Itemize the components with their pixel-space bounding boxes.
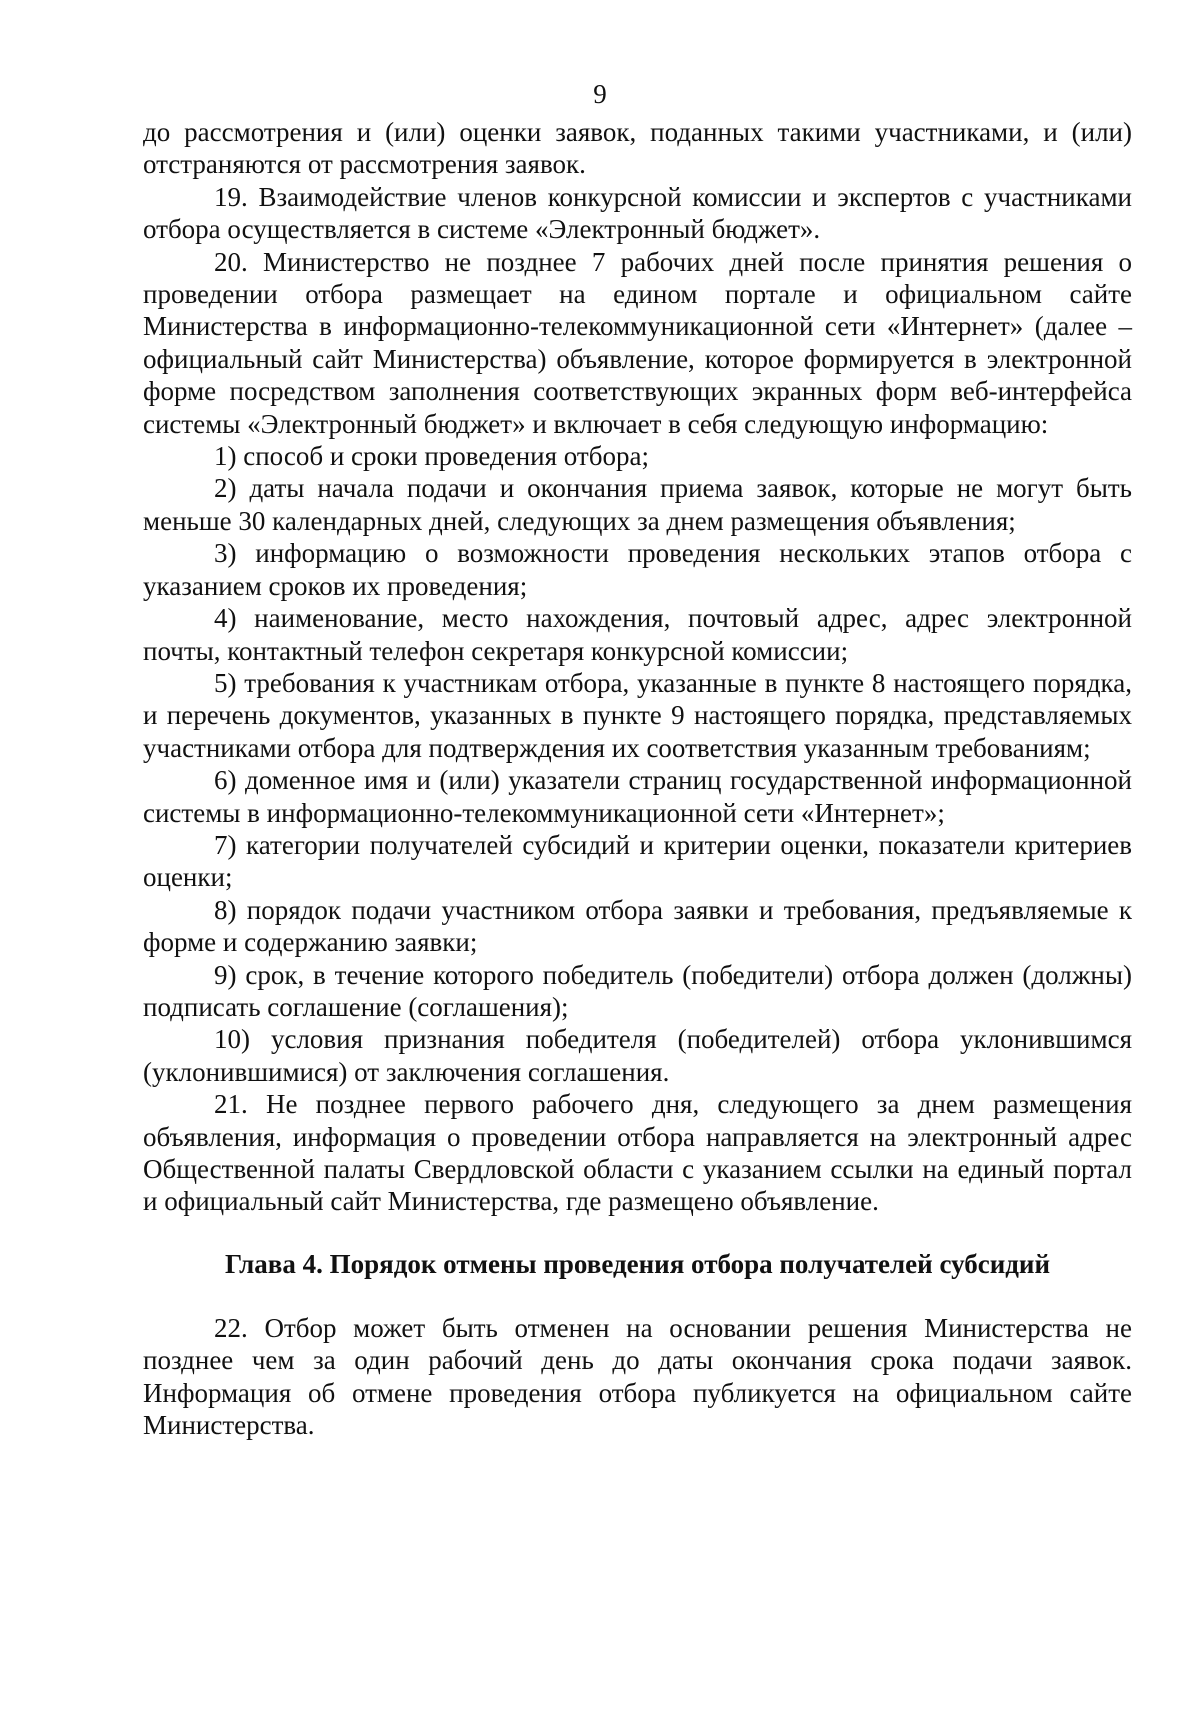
list-item-10: 10) условия признания победителя (победителей) отбора уклонившимся (уклонившимися) от заключения соглашения. [143,1024,1132,1087]
list-item-6: 6) доменное имя и (или) указатели страниц государственной информационной системы в информационно-телекоммуникационной сети «Интернет»; [143,765,1132,828]
list-item-8: 8) порядок подачи участником отбора заявки и требования, предъявляемые к форме и содержанию заявки; [143,894,1132,958]
paragraph-22: 22. Отбор может быть отменен на основании решения Министерства не позднее чем за один рабочий день до даты окончания срока подачи заявок. Информация об отмене проведения отбора публикуется на официальном сайте Министерства. [143,1312,1132,1441]
list-item-1: 1) способ и сроки проведения отбора; [214,441,649,472]
page-number: 9 [593,79,607,109]
list-item-2: 2) даты начала подачи и окончания приема заявок, которые не могут быть меньше 30 календарных дней, следующих за днем размещения объявления; [143,473,1132,536]
document-body [143,116,1132,1441]
list-item-9: 9) срок, в течение которого победитель (победители) отбора должен (должны) подписать соглашение (соглашения); [143,959,1132,1022]
chapter-heading: Глава 4. Порядок отмены проведения отбора получателей субсидий [224,1248,1051,1279]
paragraph-21: 21. Не позднее первого рабочего дня, следующего за днем размещения объявления, информация о проведении отбора направляется на электронный адрес Общественной палаты Свердловской области с указанием ссылки на единый портал и официальный сайт Министерства, где размещено объявление. [143,1089,1132,1217]
list-item-3: 3) информацию о возможности проведения нескольких этапов отбора с указанием сроков их проведения; [143,538,1132,601]
list-item-5: 5) требования к участникам отбора, указанные в пункте 8 настоящего порядка, и перечень документов, указанных в пункте 9 настоящего порядка, представляемых участниками отбора для подтверждения их соответствия указанным требованиям; [143,667,1132,763]
list-item-7: 7) категории получателей субсидий и критерии оценки, показатели критериев оценки; [143,829,1132,893]
paragraph-19: 19. Взаимодействие членов конкурсной комиссии и экспертов с участниками отбора осуществляется в системе «Электронный бюджет». [143,181,1132,245]
paragraph-20: 20. Министерство не позднее 7 рабочих дней после принятия решения о проведении отбора размещает на едином портале и официальном сайте Министерства в информационно-телекоммуникационной сети «Интернет» (далее – официальный сайт Министерства) объявление, которое формируется в электронной форме посредством заполнения соответствующих экранных форм веб-интерфейса системы «Электронный бюджет» и включает в себя следующую информацию: [143,246,1132,439]
paragraph-continuation: до рассмотрения и (или) оценки заявок, поданных такими участниками, и (или) отстраняются от рассмотрения заявок. [143,117,1132,180]
list-item-4: 4) наименование, место нахождения, почтовый адрес, адрес электронной почты, контактный телефон секретаря конкурсной комиссии; [143,603,1132,666]
